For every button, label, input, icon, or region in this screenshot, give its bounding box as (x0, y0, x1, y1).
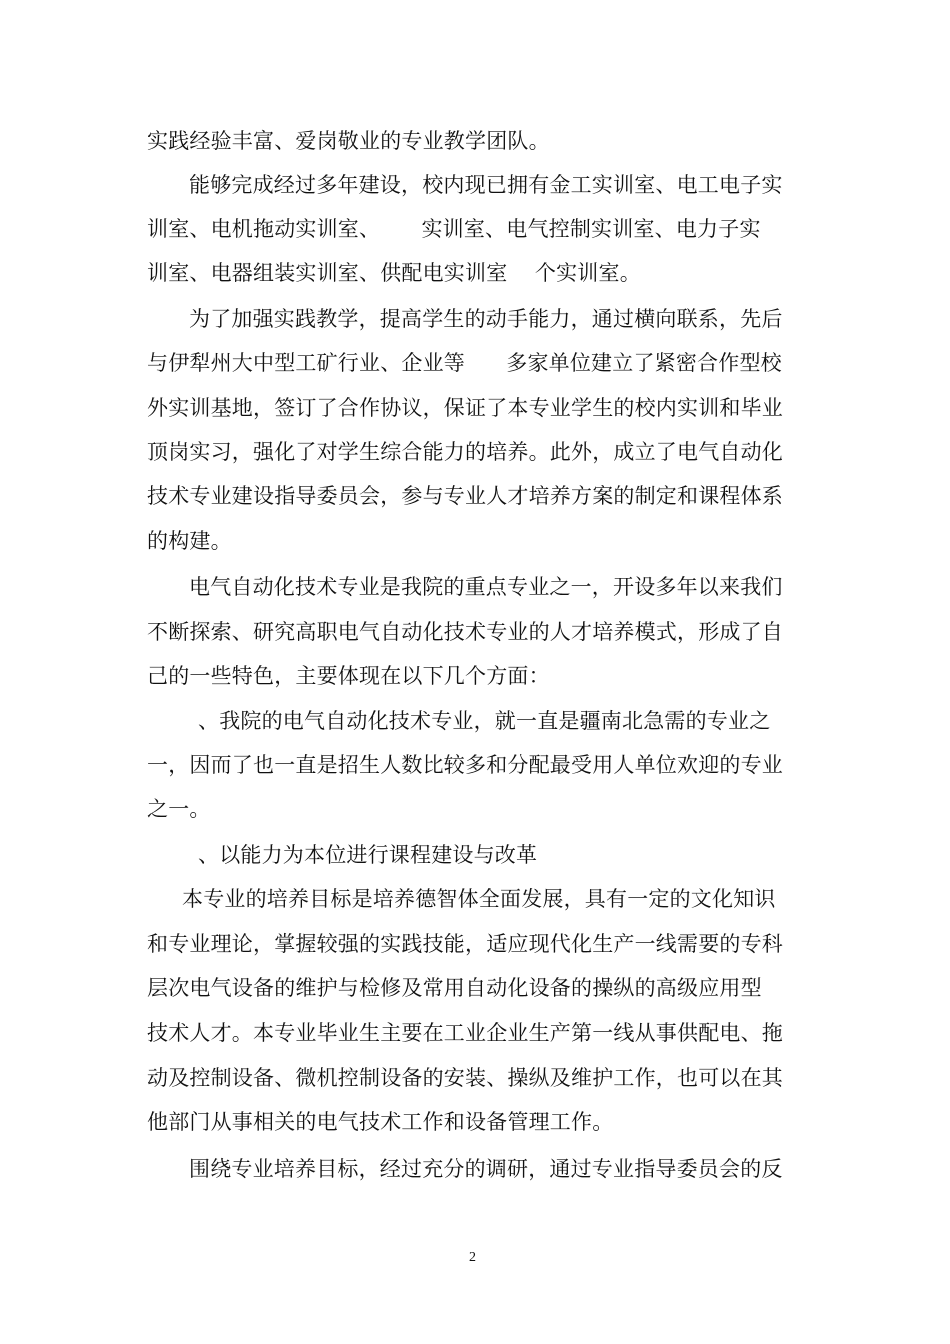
page-number: 2 (469, 1250, 476, 1265)
text-line: 动及控制设备、微机控制设备的安装、操纵及维护工作，也可以在其 (147, 1066, 783, 1090)
text-line: 、以能力为本位进行课程建设与改革 (198, 843, 538, 867)
text-line: 己的一些特色，主要体现在以下几个方面： (147, 664, 550, 688)
text-line: 的构建。 (147, 529, 232, 553)
text-line: 为了加强实践教学，提高学生的动手能力，通过横向联系，先后 (189, 307, 783, 331)
text-line: 电气自动化技术专业是我院的重点专业之一，开设多年以来我们 (189, 575, 783, 599)
text-line: 训室、电器组装实训室、供配电实训室 个实训室。 (147, 261, 641, 285)
text-line: 之一。 (147, 797, 211, 821)
text-line: 一，因而了也一直是招生人数比较多和分配最受用人单位欢迎的专业 (147, 753, 783, 777)
text-line: 技术人才。本专业毕业生主要在工业企业生产第一线从事供配电、拖 (147, 1021, 783, 1045)
text-line: 围绕专业培养目标，经过充分的调研，通过专业指导委员会的反 (189, 1157, 783, 1181)
text-line: 技术专业建设指导委员会，参与专业人才培养方案的制定和课程体系 (147, 484, 783, 508)
text-line: 本专业的培养目标是培养德智体全面发展，具有一定的文化知识 (182, 887, 776, 911)
text-line: 顶岗实习，强化了对学生综合能力的培养。此外，成立了电气自动化 (147, 440, 783, 464)
text-line: 、我院的电气自动化技术专业，就一直是疆南北急需的专业之 (198, 709, 771, 733)
text-line: 他部门从事相关的电气技术工作和设备管理工作。 (147, 1110, 614, 1134)
text-line: 训室、电机拖动实训室、 实训室、电气控制实训室、电力子实 (147, 217, 761, 241)
text-line: 与伊犁州大中型工矿行业、企业等 多家单位建立了紧密合作型校 (147, 351, 782, 375)
text-line: 实践经验丰富、爱岗敬业的专业教学团队。 (147, 129, 550, 153)
text-line: 不断探索、研究高职电气自动化技术专业的人才培养模式，形成了自 (147, 620, 783, 644)
text-line: 能够完成经过多年建设，校内现已拥有金工实训室、电工电子实 (189, 173, 783, 197)
text-line: 外实训基地，签订了合作协议，保证了本专业学生的校内实训和毕业 (147, 396, 783, 420)
text-line: 和专业理论，掌握较强的实践技能，适应现代化生产一线需要的专科 (147, 932, 783, 956)
text-line: 层次电气设备的维护与检修及常用自动化设备的操纵的高级应用型 (147, 976, 762, 1000)
